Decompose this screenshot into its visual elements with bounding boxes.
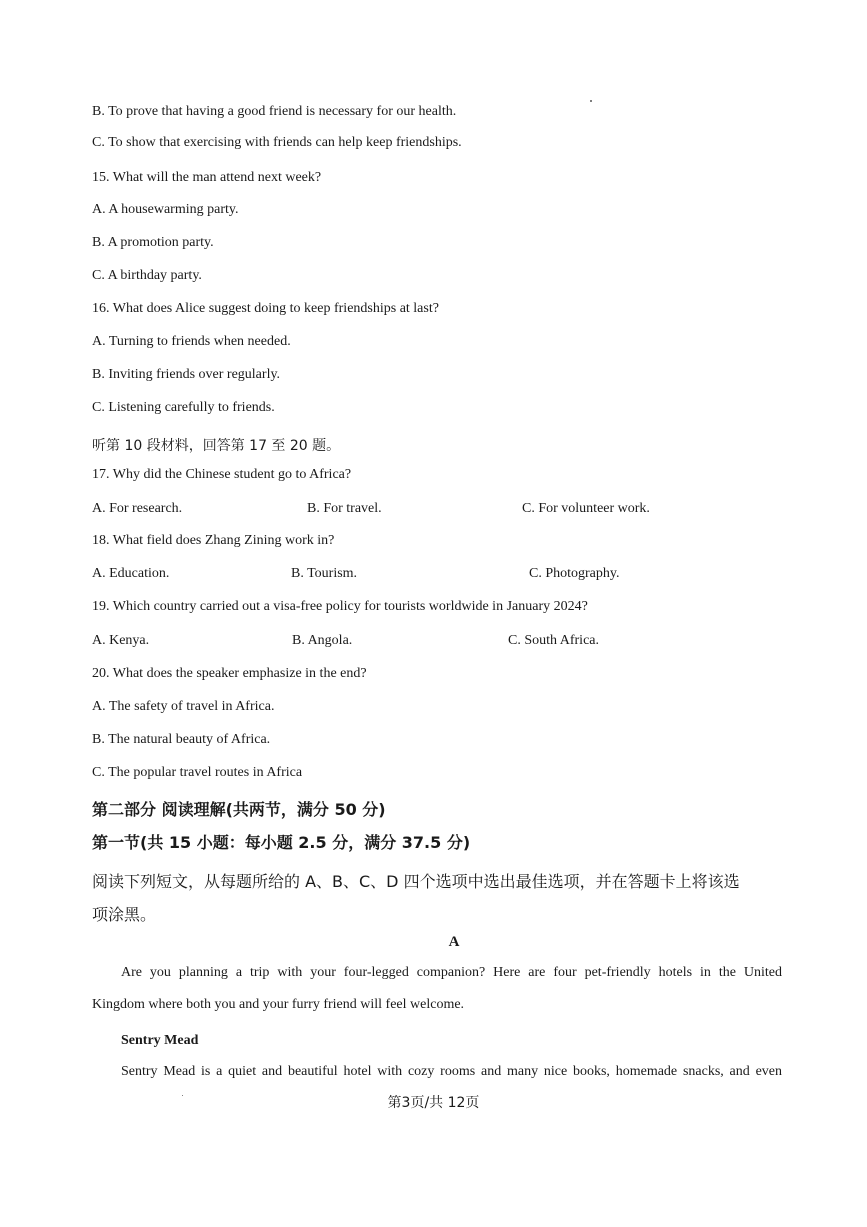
q18-option-b: B. Tourism. — [291, 566, 358, 581]
q20-stem: 20. What does the speaker emphasize in the end? — [92, 666, 367, 681]
reading-instruction-line1: 阅读下列短文，从每题所给的 A、B、C、D 四个选项中选出最佳选项，并在答题卡上将该选 — [92, 872, 740, 891]
q15-option-b: B. A promotion party. — [92, 235, 214, 250]
q17-option-b: B. For travel. — [307, 501, 382, 516]
q14-option-b: B. To prove that having a good friend is necessary for our health. — [92, 104, 457, 119]
q14-option-c: C. To show that exercising with friends can help keep friendships. — [92, 135, 462, 150]
passage-a-intro-line2: Kingdom where both you and your furry friend will feel welcome. — [92, 997, 465, 1012]
q20-option-c: C. The popular travel routes in Africa — [92, 765, 303, 780]
q18-option-c: C. Photography. — [529, 566, 620, 581]
passage-a-intro-line1: Are you planning a trip with your four-legged companion? Here are four pet-friendly hotels in the United — [121, 965, 782, 980]
passage-a-letter: A — [448, 934, 460, 950]
q18-option-a: A. Education. — [92, 566, 170, 581]
section1-heading: 第一节(共 15 小题：每小题 2.5 分，满分 37.5 分) — [92, 833, 471, 852]
q20-option-b: B. The natural beauty of Africa. — [92, 732, 271, 747]
q15-option-c: C. A birthday party. — [92, 268, 202, 283]
q19-option-b: B. Angola. — [292, 633, 353, 648]
scan-speck — [590, 100, 592, 102]
q17-option-a: A. For research. — [92, 501, 183, 516]
hotel-description-line1: Sentry Mead is a quiet and beautiful hotel with cozy rooms and many nice books, homemade snacks, and even — [121, 1064, 782, 1079]
q16-option-c: C. Listening carefully to friends. — [92, 400, 275, 415]
part2-heading: 第二部分 阅读理解(共两节，满分 50 分) — [92, 800, 386, 819]
q19-option-c: C. South Africa. — [508, 633, 599, 648]
hotel-name-sentry-mead: Sentry Mead — [121, 1033, 199, 1048]
q17-option-c: C. For volunteer work. — [522, 501, 650, 516]
reading-instruction-line2: 项涂黑。 — [92, 905, 157, 924]
q16-option-a: A. Turning to friends when needed. — [92, 334, 291, 349]
q20-option-a: A. The safety of travel in Africa. — [92, 699, 275, 714]
q15-stem: 15. What will the man attend next week? — [92, 170, 322, 185]
q19-stem: 19. Which country carried out a visa-free policy for tourists worldwide in January 2024? — [92, 599, 588, 614]
page-number: 第3页/共 12页 — [387, 1095, 480, 1111]
section-10-instruction: 听第 10 段材料，回答第 17 至 20 题。 — [92, 438, 341, 454]
q16-stem: 16. What does Alice suggest doing to keep friendships at last? — [92, 301, 439, 316]
q19-option-a: A. Kenya. — [92, 633, 150, 648]
q16-option-b: B. Inviting friends over regularly. — [92, 367, 281, 382]
q17-stem: 17. Why did the Chinese student go to Africa? — [92, 467, 352, 482]
q15-option-a: A. A housewarming party. — [92, 202, 239, 217]
q18-stem: 18. What field does Zhang Zining work in? — [92, 533, 335, 548]
